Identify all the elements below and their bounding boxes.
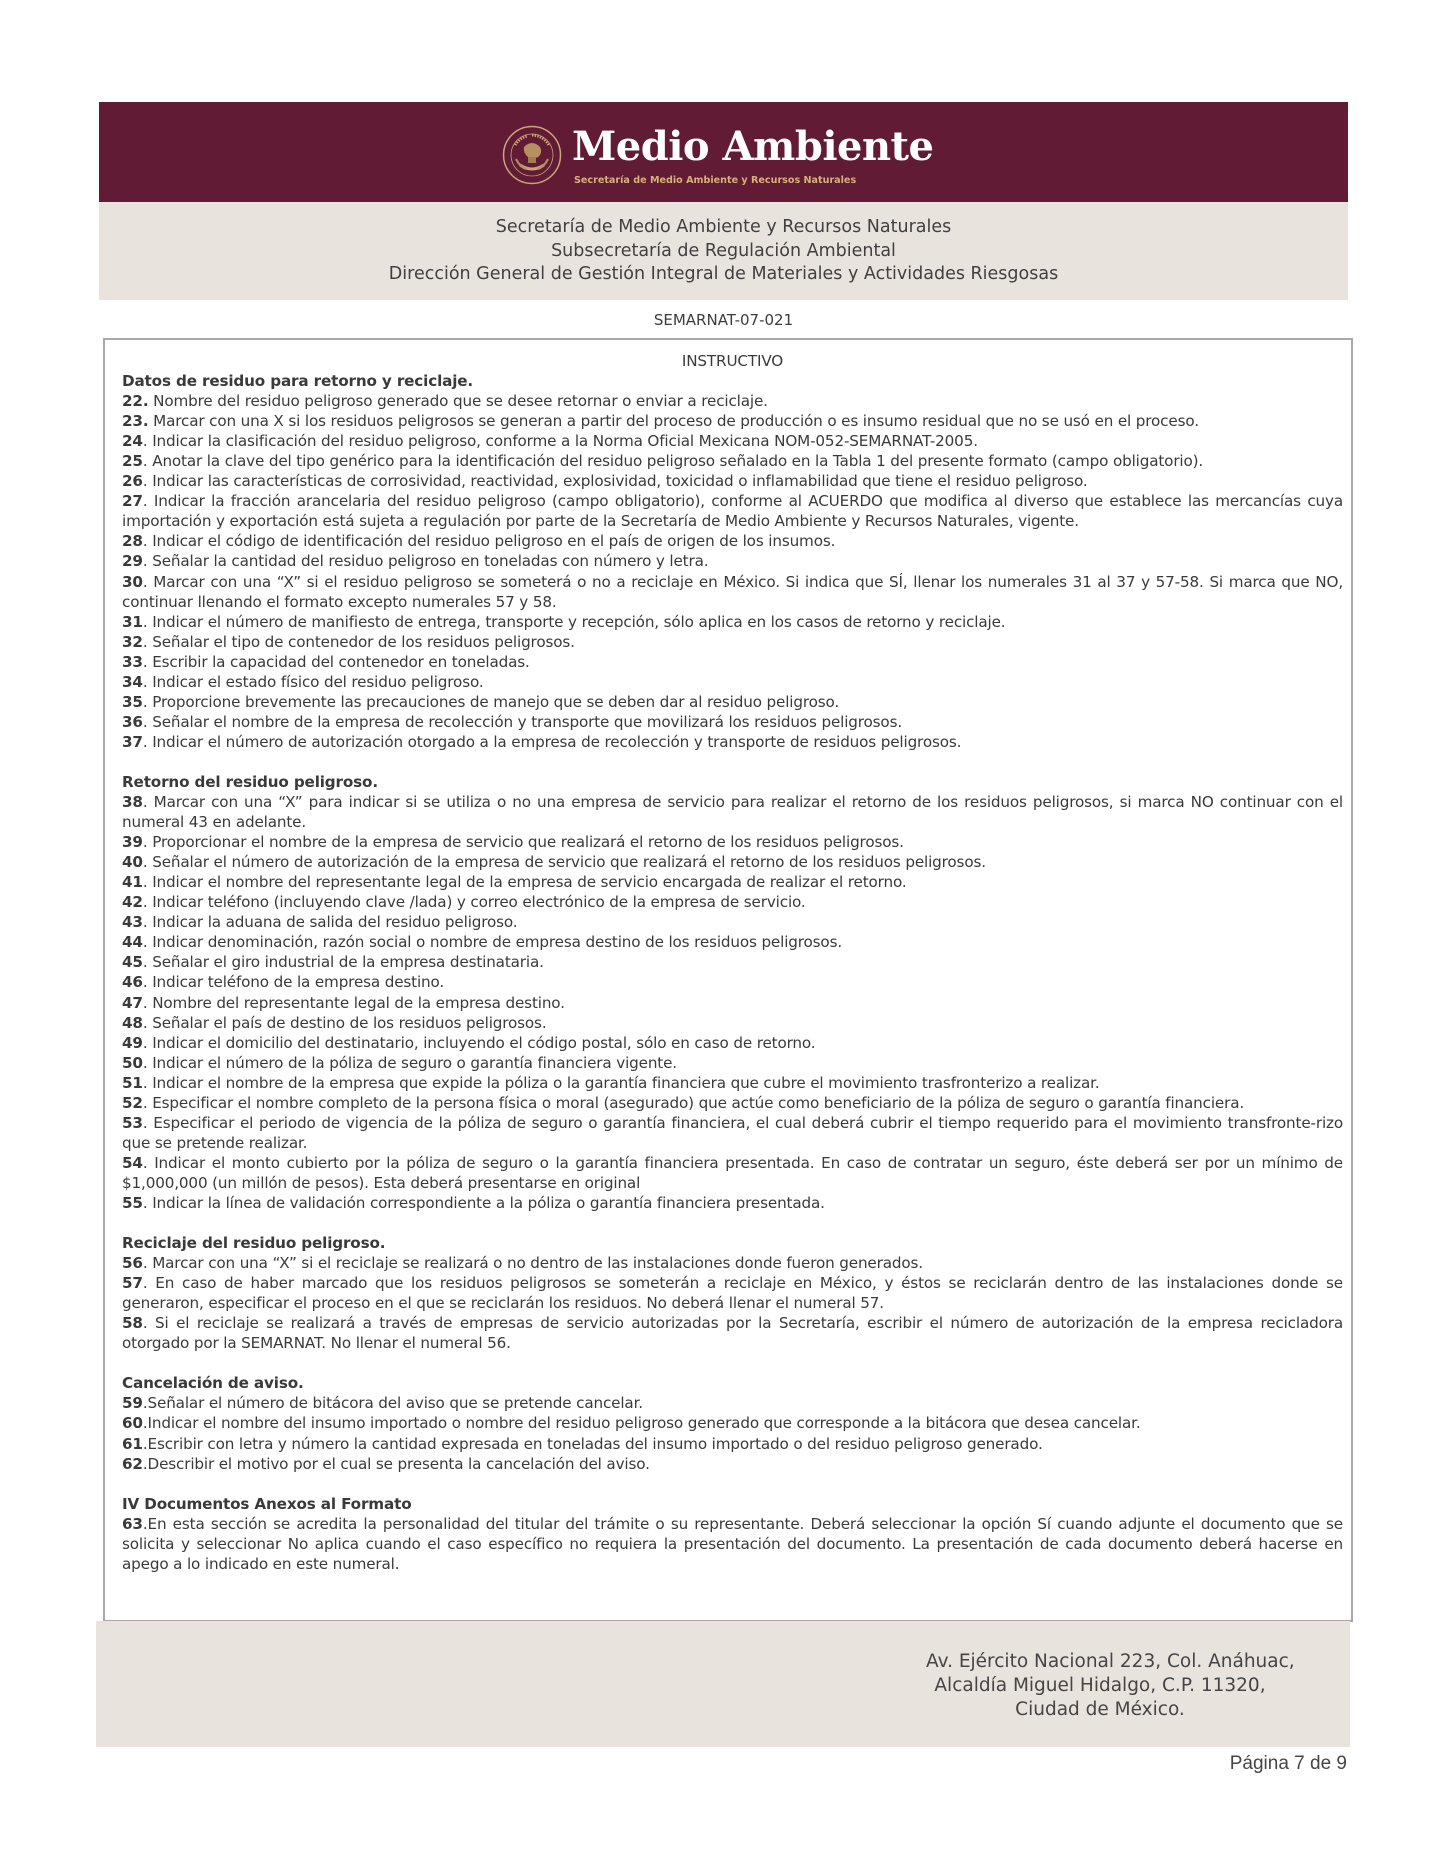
item-number: 37 [122, 732, 143, 751]
instruction-item [122, 732, 1343, 752]
item-text: . Señalar el tipo de contenedor de los residuos peligrosos. [142, 632, 575, 651]
item-text: .Señalar el número de bitácora del aviso que se pretende cancelar. [142, 1394, 643, 1413]
item-number: 22. [122, 392, 149, 411]
instruction-item [122, 491, 1343, 531]
item-text: . En caso de haber marcado que los residuos peligrosos se someterán a reciclaje en México, y éstos se reciclarán dentro de las instalaciones donde se generaron, especificar el proceso en el que se reciclarán los residuos. No deberá llenar el numeral 57. [122, 1274, 1343, 1313]
instruction-item [122, 972, 1343, 992]
instruction-item [122, 912, 1343, 932]
item-number: 52 [122, 1093, 143, 1112]
instruction-item [122, 1153, 1343, 1193]
instruction-item [122, 832, 1343, 852]
item-number: 33 [122, 652, 143, 671]
address-line: Alcaldía Miguel Hidalgo, C.P. 11320, [934, 1675, 1266, 1696]
item-text: . Señalar la cantidad del residuo peligroso en toneladas con número y letra. [142, 552, 709, 571]
item-text: . Indicar la clasificación del residuo peligroso, conforme a la Norma Oficial Mexicana NOM-052-SEMARNAT-2005. [142, 432, 978, 451]
item-text: .Escribir con letra y número la cantidad expresada en toneladas del insumo importado o del residuo peligroso generado. [142, 1434, 1043, 1453]
instruction-item [122, 712, 1343, 732]
page-number: Página 7 de 9 [1229, 1753, 1347, 1774]
section-heading: Datos de residuo para retorno y reciclaje. [122, 372, 474, 391]
item-number: 48 [122, 1013, 143, 1032]
item-number: 43 [122, 913, 143, 932]
agency-line-subsecretaria: Subsecretaría de Regulación Ambiental [551, 240, 896, 261]
agency-line-direccion: Dirección General de Gestión Integral de Materiales y Actividades Riesgosas [388, 264, 1059, 284]
item-text: . Indicar el número de la póliza de seguro o garantía financiera vigente. [142, 1053, 677, 1072]
item-number: 42 [122, 893, 143, 912]
instruction-item [122, 932, 1343, 952]
instruction-item [122, 952, 1343, 972]
item-text: Marcar con una X si los residuos peligrosos se generan a partir del proceso de producción o es insumo residual que no se usó en el proceso. [148, 412, 1199, 431]
item-number: 23. [122, 412, 149, 431]
address-line: Ciudad de México. [1015, 1699, 1185, 1720]
item-number: 60 [122, 1414, 143, 1433]
item-text: .En esta sección se acredita la personalidad del titular del trámite o su representante. Deberá seleccionar la opción Sí cuando adjunte el documento que se solicita y seleccionar No aplica cuando el caso específico no requiera la presentación del documento. La presentación de cada documento deberá hacerse en apego a lo indicado en este numeral. [122, 1514, 1343, 1573]
item-number: 25 [122, 452, 143, 471]
instruction-item [122, 1454, 1343, 1474]
agency-line-secretaria: Secretaría de Medio Ambiente y Recursos Naturales [495, 217, 952, 237]
instruction-item [122, 1113, 1343, 1153]
item-text: . Indicar teléfono (incluyendo clave /lada) y correo electrónico de la empresa de servicio. [142, 893, 806, 912]
section-heading: Cancelación de aviso. [122, 1374, 304, 1393]
item-number: 53 [122, 1113, 143, 1132]
instruction-item [122, 792, 1343, 832]
item-text: . Señalar el número de autorización de la empresa de servicio que realizará el retorno de los residuos peligrosos. [142, 853, 986, 872]
item-number: 58 [122, 1314, 143, 1333]
item-text: . Señalar el nombre de la empresa de recolección y transporte que movilizará los residuos peligrosos. [142, 712, 903, 731]
item-text: . Indicar el número de autorización otorgado a la empresa de recolección y transporte de residuos peligrosos. [142, 732, 962, 751]
instruction-item [122, 1073, 1343, 1093]
instruction-item [122, 692, 1343, 712]
item-number: 26 [122, 472, 143, 491]
item-number: 32 [122, 632, 143, 651]
instruction-item [122, 572, 1343, 612]
instruction-item [122, 1413, 1343, 1433]
instruction-item [122, 652, 1343, 672]
instruction-item [122, 1434, 1343, 1454]
coat-of-arms-seal-icon [502, 125, 562, 185]
item-text: . Marcar con una “X” si el reciclaje se realizará o no dentro de las instalaciones donde fueron generados. [142, 1254, 923, 1273]
section-spacer [122, 1474, 1343, 1494]
section-spacer [122, 1353, 1343, 1373]
item-number: 44 [122, 933, 143, 952]
instruction-item [122, 551, 1343, 571]
instruction-item [122, 1013, 1343, 1033]
instruction-item [122, 1393, 1343, 1413]
item-text: . Indicar la línea de validación correspondiente a la póliza o garantía financiera presentada. [142, 1193, 825, 1212]
section-heading: Retorno del residuo peligroso. [122, 772, 378, 791]
item-text: . Indicar el monto cubierto por la póliza de seguro o la garantía financiera presentada. En caso de contratar un seguro, éste deberá ser por un mínimo de $1,000,000 (un millón de pesos). Esta deberá presentarse en original [122, 1153, 1343, 1192]
instruction-item [122, 391, 1343, 411]
instruction-item [122, 993, 1343, 1013]
item-number: 57 [122, 1274, 143, 1293]
instruction-item [122, 1033, 1343, 1053]
section-heading: IV Documentos Anexos al Formato [122, 1494, 412, 1513]
instructions-content [122, 351, 1343, 1574]
item-number: 38 [122, 793, 143, 812]
item-number: 45 [122, 953, 143, 972]
instruction-item [122, 1514, 1343, 1574]
item-number: 36 [122, 712, 143, 731]
instruction-item [122, 1093, 1343, 1113]
item-number: 30 [122, 572, 143, 591]
item-number: 46 [122, 973, 143, 992]
instruction-item [122, 672, 1343, 692]
instruction-item [122, 1273, 1343, 1313]
item-number: 24 [122, 432, 143, 451]
item-number: 27 [122, 492, 143, 511]
item-number: 49 [122, 1033, 143, 1052]
address [926, 1650, 1295, 1722]
instruction-item [122, 852, 1343, 872]
address-line: Av. Ejército Nacional 223, Col. Anáhuac, [926, 1651, 1295, 1672]
instruction-item [122, 1313, 1343, 1353]
instruction-item [122, 892, 1343, 912]
instruction-item [122, 1193, 1343, 1213]
instruction-item [122, 1253, 1343, 1273]
item-number: 31 [122, 612, 143, 631]
section-spacer [122, 752, 1343, 772]
item-number: 34 [122, 672, 143, 691]
item-number: 41 [122, 873, 143, 892]
instructions-title: INSTRUCTIVO [681, 352, 784, 370]
instruction-item [122, 471, 1343, 491]
item-text: . Indicar denominación, razón social o nombre de empresa destino de los residuos peligrosos. [142, 933, 843, 952]
instructions-box [103, 338, 1353, 1622]
item-text: . Señalar el país de destino de los residuos peligrosos. [142, 1013, 547, 1032]
item-number: 54 [122, 1153, 143, 1172]
instruction-item [122, 531, 1343, 551]
item-text: . Indicar la fracción arancelaria del residuo peligroso (campo obligatorio), conforme al ACUERDO que modifica al diverso que establece las mercancías cuya importación y exportación está sujeta a regulación por parte de la Secretaría de Medio Ambiente y Recursos Naturales, vigente. [122, 492, 1343, 531]
item-text: . Indicar teléfono de la empresa destino. [142, 973, 445, 992]
item-text: .Indicar el nombre del insumo importado o nombre del residuo peligroso generado que corresponde a la bitácora que desea cancelar. [142, 1414, 1141, 1433]
item-text: . Escribir la capacidad del contenedor en toneladas. [142, 652, 530, 671]
item-number: 55 [122, 1193, 143, 1212]
item-text: . Indicar el código de identificación del residuo peligroso en el país de origen de los insumos. [142, 532, 836, 551]
item-text: . Indicar el estado físico del residuo peligroso. [142, 672, 484, 691]
instruction-item [122, 872, 1343, 892]
item-text: . Especificar el nombre completo de la persona física o moral (asegurado) que actúe como beneficiario de la póliza de seguro o garantía financiera. [142, 1093, 1245, 1112]
item-number: 29 [122, 552, 143, 571]
item-number: 56 [122, 1254, 143, 1273]
item-text: . Si el reciclaje se realizará a través de empresas de servicio autorizadas por la Secretaría, escribir el número de autorización de la empresa recicladora otorgado por la SEMARNAT. No llenar el numeral 56. [122, 1314, 1343, 1353]
item-number: 50 [122, 1053, 143, 1072]
item-number: 61 [122, 1434, 143, 1453]
instruction-item [122, 612, 1343, 632]
item-number: 62 [122, 1454, 143, 1473]
item-text: . Marcar con una “X” si el residuo peligroso se someterá o no a reciclaje en México. Si indica que SÍ, llenar los numerales 31 al 37 y 57-58. Si marca que NO, continuar llenando el formato excepto numerales 57 y 58. [122, 572, 1343, 611]
item-text: . Proporcione brevemente las precauciones de manejo que se deben dar al residuo peligroso. [142, 692, 840, 711]
instruction-item [122, 431, 1343, 451]
item-number: 35 [122, 692, 143, 711]
item-text: Nombre del residuo peligroso generado que se desee retornar o enviar a reciclaje. [148, 392, 768, 411]
brand-subtitle: Secretaría de Medio Ambiente y Recursos Naturales [574, 175, 857, 186]
item-number: 39 [122, 833, 143, 852]
item-number: 40 [122, 853, 143, 872]
item-number: 51 [122, 1073, 143, 1092]
agency-band [99, 202, 1348, 300]
item-text: . Señalar el giro industrial de la empresa destinataria. [142, 953, 544, 972]
form-code: SEMARNAT-07-021 [653, 311, 794, 329]
item-number: 63 [122, 1514, 143, 1533]
section-heading: Reciclaje del residuo peligroso. [122, 1234, 386, 1253]
item-text: . Indicar el domicilio del destinatario, incluyendo el código postal, sólo en caso de retorno. [142, 1033, 816, 1052]
item-text: .Describir el motivo por el cual se presenta la cancelación del aviso. [142, 1454, 650, 1473]
instruction-item [122, 1053, 1343, 1073]
brand-title: Medio Ambiente [572, 123, 934, 170]
section-spacer [122, 1213, 1343, 1233]
item-text: . Nombre del representante legal de la empresa destino. [142, 993, 565, 1012]
item-text: . Indicar las características de corrosividad, reactividad, explosividad, toxicidad o inflamabilidad que tiene el residuo peligroso. [142, 472, 1088, 491]
item-text: . Indicar la aduana de salida del residuo peligroso. [142, 913, 518, 932]
instruction-item [122, 451, 1343, 471]
item-text: . Indicar el nombre de la empresa que expide la póliza o la garantía financiera que cubre el movimiento trasfronterizo a realizar. [142, 1073, 1100, 1092]
item-number: 59 [122, 1394, 143, 1413]
item-text: . Proporcionar el nombre de la empresa de servicio que realizará el retorno de los residuos peligrosos. [142, 833, 904, 852]
item-number: 47 [122, 993, 143, 1012]
instruction-item [122, 411, 1343, 431]
item-number: 28 [122, 532, 143, 551]
item-text: . Especificar el periodo de vigencia de la póliza de seguro o garantía financiera, el cual deberá cubrir el tiempo requerido para el movimiento transfronte-rizo que se pretende realizar. [122, 1113, 1343, 1152]
instruction-item [122, 632, 1343, 652]
item-text: . Marcar con una “X” para indicar si se utiliza o no una empresa de servicio para realizar el retorno de los residuos peligrosos, si marca NO continuar con el numeral 43 en adelante. [122, 793, 1343, 832]
item-text: . Indicar el nombre del representante legal de la empresa de servicio encargada de realizar el retorno. [142, 873, 907, 892]
item-text: . Anotar la clave del tipo genérico para la identificación del residuo peligroso señalado en la Tabla 1 del presente formato (campo obligatorio). [142, 452, 1204, 471]
item-text: . Indicar el número de manifiesto de entrega, transporte y recepción, sólo aplica en los casos de retorno y reciclaje. [142, 612, 1006, 631]
footer-band [96, 1621, 1350, 1747]
